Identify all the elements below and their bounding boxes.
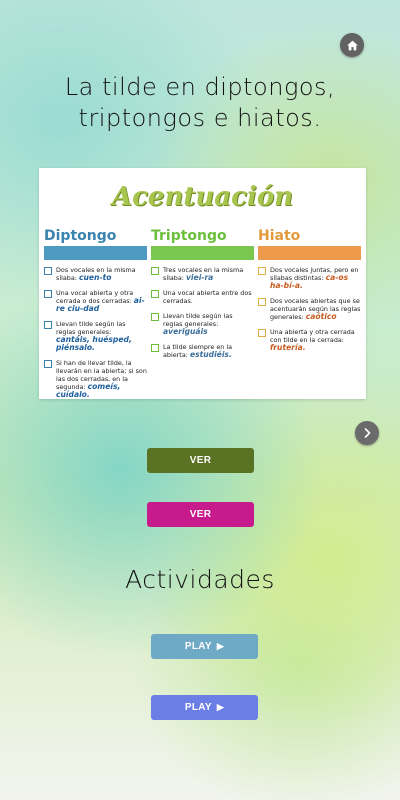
- item-example: cantáis, huésped, piénsalo.: [56, 335, 132, 352]
- checkbox-icon: [151, 290, 159, 298]
- list-item: [44, 289, 147, 313]
- checkbox-icon: [151, 344, 159, 352]
- item-text: Una vocal abierta y otra cerrada o dos cerradas:: [56, 289, 134, 305]
- accentuation-infographic: [39, 168, 366, 399]
- list-item: [258, 297, 361, 321]
- item-text: Dos vocales abiertas que se acentuarán según las reglas generales:: [270, 297, 361, 321]
- item-text: Dos vocales juntas, pero en sílabas distintas:: [270, 266, 359, 282]
- ver-button-1[interactable]: VER: [147, 448, 254, 473]
- item-text: La tilde siempre en la abierta:: [163, 343, 233, 359]
- checkbox-icon: [258, 267, 266, 275]
- play-icon: ▶: [216, 702, 225, 712]
- list-item: [151, 343, 254, 359]
- list-item: [151, 289, 254, 305]
- list-item: [44, 266, 147, 282]
- ver-button-2[interactable]: VER: [147, 502, 254, 527]
- chevron-right-icon: [361, 427, 373, 439]
- play-button-1[interactable]: [151, 634, 258, 659]
- checkbox-icon: [258, 329, 266, 337]
- item-example: ca-os ha-bí-a.: [270, 273, 349, 290]
- column-title: Triptongo: [151, 228, 227, 244]
- home-icon: [346, 39, 359, 52]
- checkbox-icon: [44, 321, 52, 329]
- item-example: viei-ra: [185, 273, 214, 282]
- checkbox-icon: [44, 267, 52, 275]
- item-text: Tres vocales en la misma sílaba:: [163, 266, 244, 282]
- list-item: [151, 266, 254, 282]
- title-line-2: triptongos e hiatos.: [78, 104, 322, 132]
- column-hiato: [258, 228, 361, 359]
- checkbox-icon: [44, 360, 52, 368]
- item-text: Llevan tilde según las reglas generales:: [56, 320, 126, 336]
- column-title: Diptongo: [44, 228, 117, 244]
- column-color-bar: [44, 246, 147, 260]
- infographic-heading: Acentuación: [111, 182, 294, 212]
- list-item: [258, 328, 361, 352]
- next-button[interactable]: [355, 421, 379, 445]
- item-example: frutería.: [270, 343, 306, 352]
- list-item: [258, 266, 361, 290]
- item-example: estudiéis.: [189, 350, 232, 359]
- page-title: [20, 72, 380, 134]
- checkbox-icon: [151, 313, 159, 321]
- list-item: [151, 312, 254, 336]
- item-text: Llevan tilde según las reglas generales:: [163, 312, 233, 328]
- column-title: Hiato: [258, 228, 301, 244]
- column-diptongo: [44, 228, 147, 399]
- item-text: Una vocal abierta entre dos cerradas.: [163, 289, 252, 305]
- item-example: comeís, cuídalo.: [56, 382, 121, 399]
- item-text: Una abierta y otra cerrada con tilde en la cerrada:: [270, 328, 355, 344]
- item-example: ai-re ciu-dad: [56, 296, 145, 313]
- list-item: [44, 359, 147, 399]
- column-triptongo: [151, 228, 254, 366]
- checkbox-icon: [151, 267, 159, 275]
- column-color-bar: [258, 246, 361, 260]
- checkbox-icon: [44, 290, 52, 298]
- title-line-1: La tilde en diptongos,: [64, 73, 336, 101]
- activities-title: Actividades: [125, 565, 275, 594]
- play-label: PLAY: [184, 641, 212, 652]
- item-text: Si han de llevar tilde, la llevarán en la abierta; si son las dos cerradas, en la segunda:: [56, 359, 147, 391]
- home-button[interactable]: [340, 33, 364, 57]
- item-example: caótico: [305, 312, 337, 321]
- list-item: [44, 320, 147, 352]
- play-label: PLAY: [184, 702, 212, 713]
- item-text: Dos vocales en la misma sílaba:: [56, 266, 136, 282]
- column-color-bar: [151, 246, 254, 260]
- play-icon: ▶: [216, 641, 225, 651]
- play-button-2[interactable]: [151, 695, 258, 720]
- checkbox-icon: [258, 298, 266, 306]
- item-example: cuen-to: [78, 273, 112, 282]
- item-example: averiguáis: [163, 327, 208, 336]
